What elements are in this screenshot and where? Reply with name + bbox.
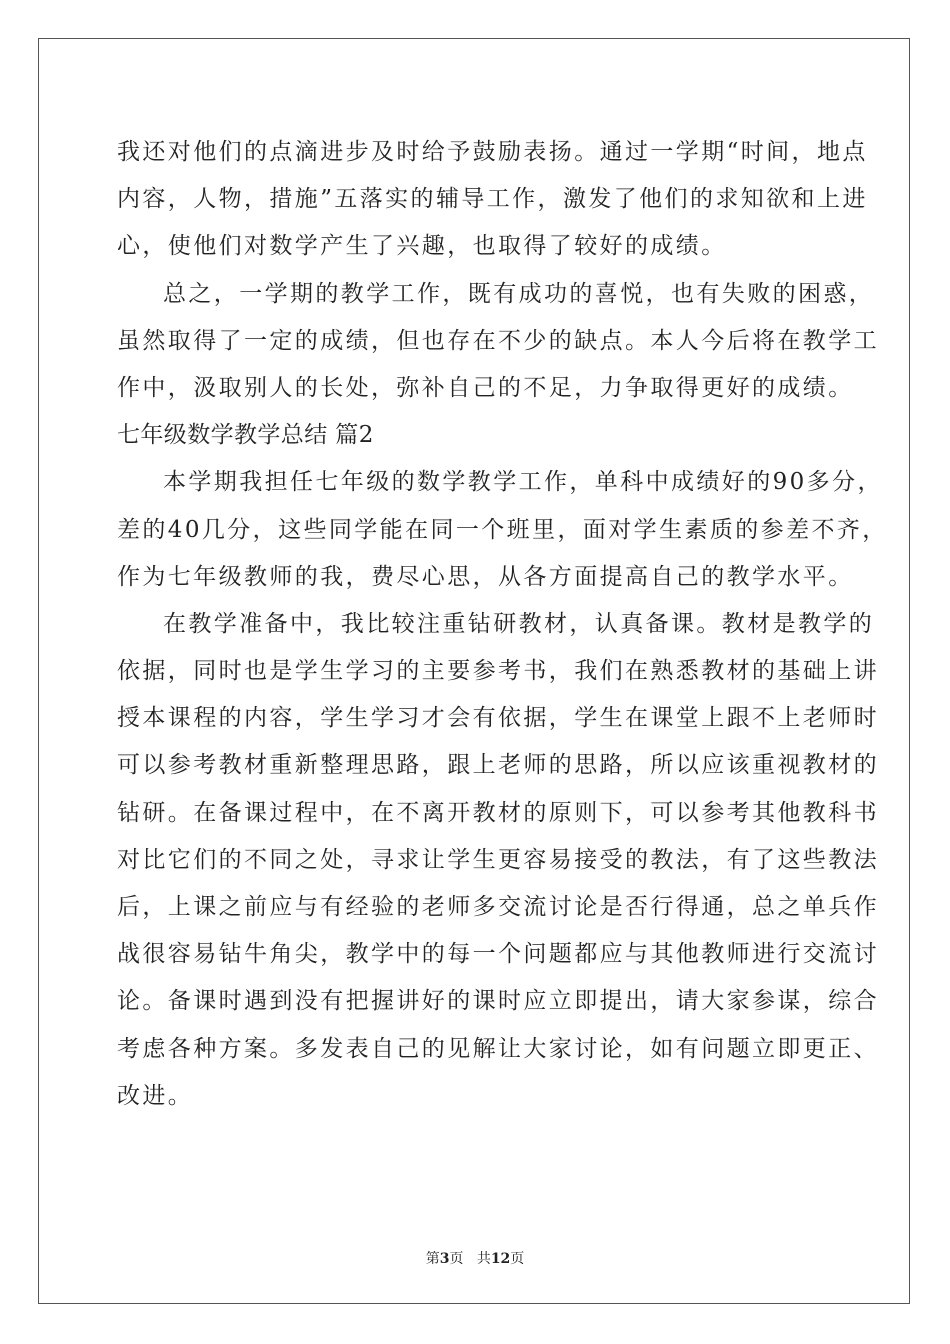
text-line: 后，上课之前应与有经验的老师多交流讨论是否行得通，总之单兵作	[117, 894, 879, 920]
text-line: 授本课程的内容，学生学习才会有依据，学生在课堂上跟不上老师时	[117, 705, 879, 732]
text-line: 差的40几分，这些同学能在同一个班里，面对学生素质的参差不齐，	[117, 516, 888, 543]
text-line: 虽然取得了一定的成绩，但也存在不少的缺点。本人今后将在教学工	[117, 327, 879, 354]
page-footer	[0, 1248, 950, 1268]
text-line: 内容，人物，措施”五落实的辅导工作，激发了他们的求知欲和上进	[117, 186, 868, 213]
text-line: 依据，同时也是学生学习的主要参考书，我们在熟悉教材的基础上讲	[117, 658, 879, 685]
footer-page-current: 3	[439, 1251, 450, 1267]
section-heading: 七年级数学教学总结 篇2	[117, 422, 374, 449]
document-body	[117, 129, 888, 1120]
footer-total-suffix: 页	[510, 1251, 525, 1267]
text-line: 可以参考教材重新整理思路，跟上老师的思路，所以应该重视教材的	[117, 752, 879, 779]
text-line: 在教学准备中，我比较注重钻研教材，认真备课。教材是教学的	[163, 610, 875, 637]
text-line: 考虑各种方案。多发表自己的见解让大家讨论，如有问题立即更正、	[117, 1035, 879, 1062]
text-line: 总之，一学期的教学工作，既有成功的喜悦，也有失败的困惑，	[163, 280, 875, 307]
footer-page-total: 12	[490, 1251, 511, 1267]
text-line: 改进。	[117, 1082, 194, 1109]
text-line: 钻研。在备课过程中，在不离开教材的原则下，可以参考其他教科书	[117, 799, 879, 826]
text-line: 本学期我担任七年级的数学教学工作，单科中成绩好的90多分，	[163, 469, 883, 496]
text-line: 作为七年级教师的我，费尽心思，从各方面提高自己的教学水平。	[117, 563, 854, 590]
text-line: 作中，汲取别人的长处，弥补自己的不足，力争取得更好的成绩。	[117, 374, 854, 401]
text-line: 我还对他们的点滴进步及时给予鼓励表扬。通过一学期“时间，地点	[117, 139, 868, 165]
text-line: 论。备课时遇到没有把握讲好的课时应立即提出，请大家参谋，综合	[117, 988, 879, 1015]
footer-total-prefix: 共	[476, 1251, 491, 1267]
footer-page-prefix: 第	[425, 1251, 440, 1267]
text-line: 战很容易钻牛角尖，教学中的每一个问题都应与其他教师进行交流讨	[117, 941, 879, 968]
footer-page-suffix: 页	[449, 1251, 464, 1267]
text-line: 心，使他们对数学产生了兴趣，也取得了较好的成绩。	[117, 233, 727, 260]
text-line: 对比它们的不同之处，寻求让学生更容易接受的教法，有了这些教法	[117, 846, 879, 873]
